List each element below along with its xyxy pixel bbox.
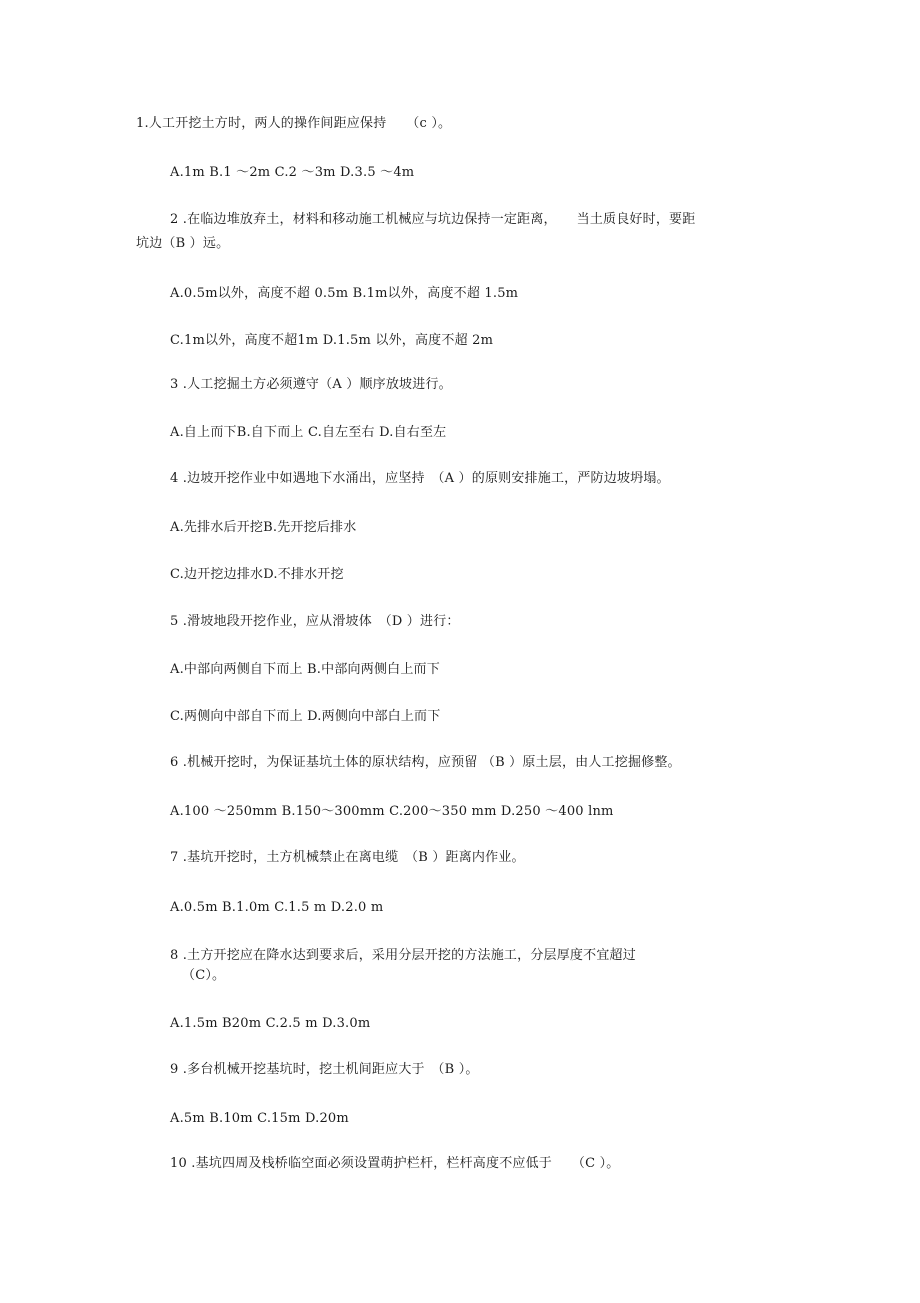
question-2-continuation: 坑边（B ）远。 <box>136 236 230 251</box>
question-2-options-ab: A.0.5m以外，高度不超 0.5m B.1m以外，高度不超 1.5m <box>170 286 519 301</box>
question-5-options-cd: C.两侧向中部自下而上 D.两侧向中部白上而下 <box>170 709 441 724</box>
question-1: 1.人工开挖土方时，两人的操作间距应保持 （c ）。 <box>136 116 452 131</box>
question-3-options: A.自上而下B.自下而上 C.自左至右 D.自右至左 <box>170 425 447 440</box>
question-8-continuation: （C）。 <box>182 968 226 983</box>
question-9: 9 .多台机械开挖基坑时，挖土机间距应大于 （B ）。 <box>170 1062 479 1077</box>
question-7: 7 .基坑开挖时，土方机械禁止在离电缆 （B ）距离内作业。 <box>170 850 525 865</box>
question-5: 5 .滑坡地段开挖作业，应从滑坡体 （D ）进行： <box>170 614 460 629</box>
question-4: 4 .边坡开挖作业中如遇地下水涌出，应坚持 （A ）的原则安排施工，严防边坡坍塌。 <box>170 471 670 486</box>
question-10: 10 .基坑四周及栈桥临空面必须设置萌护栏杆，栏杆高度不应低于 （C ）。 <box>170 1156 620 1171</box>
question-7-options: A.0.5m B.1.0m C.1.5 m D.2.0 m <box>170 900 384 915</box>
question-3: 3 .人工挖掘土方必须遵守（A ）顺序放坡进行。 <box>170 377 452 392</box>
question-9-options: A.5m B.10m C.15m D.20m <box>170 1111 349 1126</box>
question-6-options: A.100 ～250mm B.150～300mm C.200～350 mm D.250 ～400 lnm <box>170 804 614 819</box>
question-4-options-cd: C.边开挖边排水D.不排水开挖 <box>170 567 344 582</box>
question-8-options: A.1.5m B20m C.2.5 m D.3.0m <box>170 1016 371 1031</box>
question-1-options: A.1m B.1 ～2m C.2 ～3m D.3.5 ～4m <box>170 165 415 180</box>
question-8: 8 .土方开挖应在降水达到要求后，采用分层开挖的方法施工，分层厚度不宜超过 <box>170 948 636 963</box>
question-2: 2 .在临边堆放弃土，材料和移动施工机械应与坑边保持一定距离， 当土质良好时，要距 <box>170 212 696 227</box>
question-6: 6 .机械开挖时，为保证基坑土体的原状结构，应预留 （B ）原土层，由人工挖掘修整。 <box>170 755 681 770</box>
question-5-options-ab: A.中部向两侧自下而上 B.中部向两侧白上而下 <box>170 662 440 677</box>
question-2-options-cd: C.1m以外，高度不超1m D.1.5m 以外，高度不超 2m <box>170 333 494 348</box>
question-4-options-ab: A.先排水后开挖B.先开挖后排水 <box>170 520 357 535</box>
